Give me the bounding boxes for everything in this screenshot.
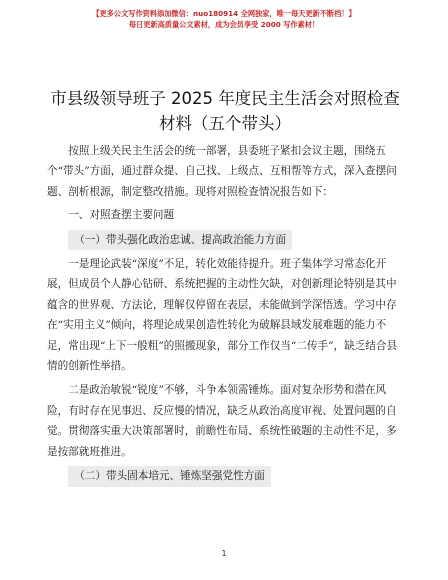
document-body: [47, 141, 404, 491]
promo-banner-line2: 每日更新高质量公文素材，成为会员享受 2000 写作素材！: [128, 20, 320, 29]
intro-paragraph: 按照上级关民主生活会的统一部署，县委班子紧扣会议主题，围绕五个“带头”方面，通过群众提、自己找、上级点、互相帮等方式，深入查摆问题、剖析根源，制定整改措施。现将对照检查情况报告如下：: [47, 145, 397, 198]
section-heading-1: 一、对照查摆主要问题: [68, 209, 175, 222]
subsection-heading-1: [47, 230, 404, 250]
document-title-line1: 市县级领导班子 2025 年度民主生活会对照检查: [50, 89, 400, 108]
subsection-heading-2: [47, 466, 404, 486]
page-number: 1: [221, 549, 227, 558]
body-paragraph-1: 一是理论武装“深度”不足，转化效能待提升。班子集体学习常态化开展，但成员个人静心钻研、系统把握的主动性欠缺，对创新理论特别是其中蕴含的世界观、方法论，理解仅停留在表层，未能做到学深悟透。学习中存在“实用主义”倾向，将理论成果创造性转化为破解县域发展难题的能力不足，常出现“上下一般粗”的照搬现象，部分工作仅当“二传手”，缺乏结合县情的创新性举措。: [47, 258, 398, 373]
promo-banner: [0, 8, 448, 30]
document-title: [40, 86, 410, 136]
promo-banner-line1: 【更多公文写作资料添加微信：nuo180914 全网独家，唯一每天更新不断档！】: [92, 9, 356, 18]
document-title-line2: 材料（五个带头）: [159, 114, 291, 133]
body-paragraph-2: 二是政治敏锐“锐度”不够，斗争本领需锤炼。面对复杂形势和潜在风险，有时存在见事迟、反应慢的情况，缺乏从政治高度审视、处置问题的自觉。贯彻落实重大决策部署时，前瞻性布局、系统性破题的主动性不足，多是按部就班推进。: [47, 384, 397, 458]
subsection-heading-1-text: （一）带头强化政治忠诚、提高政治能力方面: [68, 230, 292, 250]
subsection-heading-2-text: （二）带头固本培元、锤炼坚强党性方面: [68, 466, 271, 486]
